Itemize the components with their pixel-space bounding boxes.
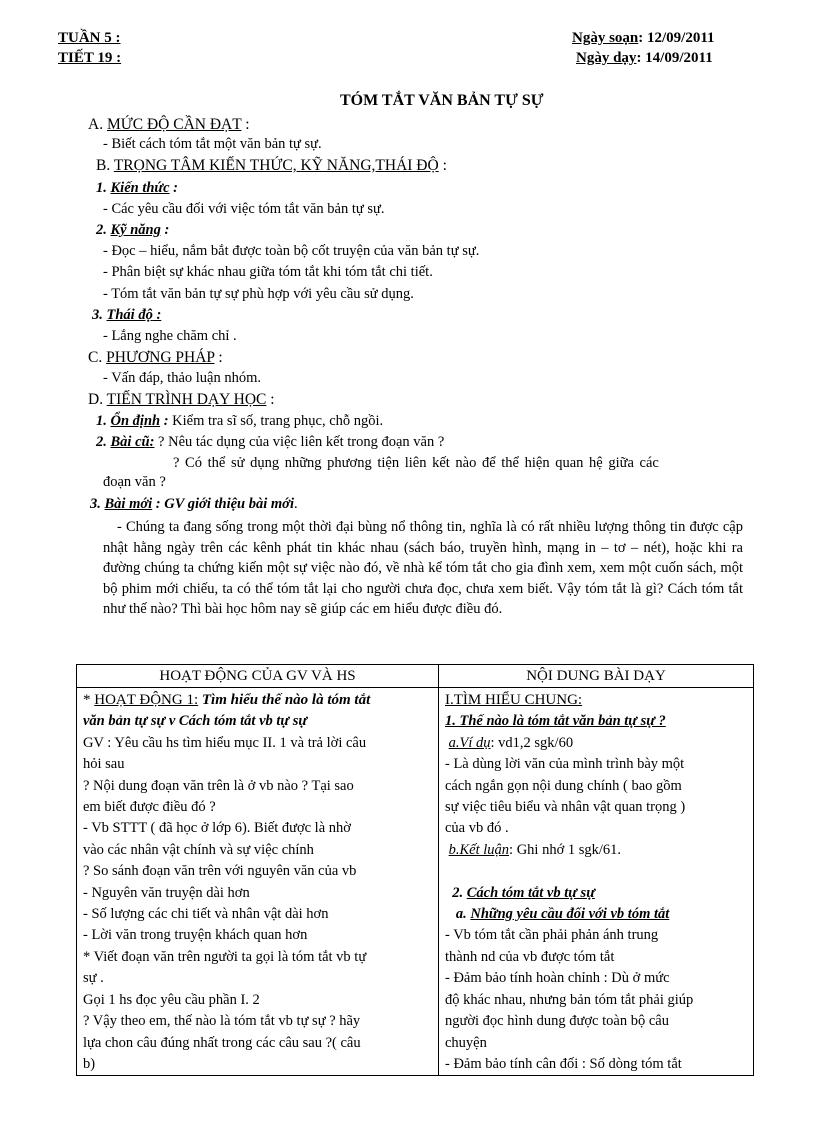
content-line: - Là dùng lời văn của mình trình bày một: [445, 756, 685, 773]
content-line: - Vb tóm tắt cần phải phản ánh trung: [445, 927, 659, 944]
lesson-table: [76, 664, 754, 1076]
content-subsection-2: 2. Cách tóm tắt vb tự sự: [452, 884, 595, 901]
section-d2: 2. Bài cũ: ? Nêu tác dụng của việc liên kết trong đoạn văn ?: [96, 434, 445, 450]
activity-line: vào các nhân vật chính và sự việc chính: [83, 841, 314, 858]
section-a-heading: A. MỨC ĐỘ CẦN ĐẠT :: [88, 116, 250, 133]
content-line: sự việc tiêu biểu và nhân vật quan trọng ): [445, 799, 686, 816]
activity-line: - Lời văn trong truyện khách quan hơn: [83, 927, 308, 944]
activity-line: - Vb STTT ( đã học ở lớp 6). Biết được là nhờ: [83, 820, 351, 837]
content-line: - Đảm bảo tính hoàn chỉnh : Dù ở mức: [445, 970, 670, 987]
teach-date: Ngày dạy: 14/09/2011: [576, 50, 713, 66]
table-body-row: [77, 688, 754, 1076]
content-conclusion: b.Kết luận: Ghi nhớ 1 sgk/61.: [448, 841, 622, 858]
section-a-line: - Biết cách tóm tắt một văn bản tự sự.: [103, 136, 322, 152]
page-title: TÓM TẮT VĂN BẢN TỰ SỰ: [340, 92, 544, 109]
section-b3-line: - Lắng nghe chăm chỉ .: [103, 328, 237, 344]
section-b1-heading: 1. Kiến thức :: [96, 180, 179, 196]
week-label: TUẦN 5 :: [58, 30, 121, 46]
content-line: thành nd của vb được tóm tắt: [445, 948, 615, 965]
intro-paragraph: - Chúng ta đang sống trong một thời đại bùng nổ thông tin, nghĩa là có rất nhiều lượng thông tin được cập nhật hằng ngày trên các kênh phát tin khác nhau (sách báo, truyền hình, mạng in – tơ – nét), hoặc khi ra đường chúng ta chứng kiến một sự việc nào đó, về nhà kể tóm tắt cho gia đình xem, xem một cuốn sách, một bộ phim mới chiếu, ta có thể tóm tắt lại cho người chưa đọc, chưa xem biết. Vậy tóm tắt là gì? Cách tóm tắt như thế nào? Thì bài học hôm nay sẽ giúp các em hiểu được điều đó.: [103, 519, 743, 617]
activity-line: Gọi 1 hs đọc yêu cầu phần I. 2: [83, 991, 260, 1008]
activity-line: GV : Yêu cầu hs tìm hiểu mục II. 1 và trả lời câu: [83, 734, 367, 751]
section-d2-q2-cont: đoạn văn ?: [103, 474, 166, 490]
activity-line: lựa chon câu đúng nhất trong các câu sau ?( câu: [83, 1034, 361, 1051]
section-c-line: - Vấn đáp, thảo luận nhóm.: [103, 370, 261, 386]
section-b2-line1: - Đọc – hiểu, nắm bắt được toàn bộ cốt truyện của văn bản tự sự.: [103, 243, 480, 259]
section-d2-q2: ? Có thể sử dụng những phương tiện liên kết nào để thể hiện quan hệ giữa các: [173, 455, 659, 471]
content-subsection-1: 1. Thế nào là tóm tắt văn bản tự sự ?: [445, 713, 666, 730]
activity-line: b): [83, 1055, 96, 1072]
content-section-title: I.TÌM HIỂU CHUNG:: [445, 692, 583, 708]
activity-line: em biết được điều đó ?: [83, 799, 216, 816]
section-b1-line: - Các yêu cầu đối với việc tóm tắt văn bản tự sự.: [103, 201, 385, 217]
section-b3-heading: 3. Thái độ :: [92, 307, 162, 323]
section-c-heading: C. PHƯƠNG PHÁP :: [88, 349, 223, 366]
content-cell: [439, 688, 754, 1076]
activity-heading-cont: văn bản tự sự v Cách tóm tắt vb tự sự: [83, 713, 308, 730]
activity-line: sự .: [83, 970, 104, 987]
activity-line: - Nguyên văn truyện dài hơn: [83, 884, 250, 901]
section-b2-line3: - Tóm tắt văn bản tự sự phù hợp với yêu cầu sử dụng.: [103, 286, 414, 302]
content-line: độ khác nhau, nhưng bản tóm tắt phải giúp: [445, 991, 694, 1008]
content-spacer: [445, 861, 747, 882]
col-header-content: NỘI DUNG BÀI DẠY: [439, 665, 754, 688]
col-header-activities: HOẠT ĐỘNG CỦA GV VÀ HS: [77, 665, 439, 688]
section-d1: 1. Ổn định : Kiểm tra sĩ số, trang phục, chỗ ngồi.: [96, 413, 384, 429]
section-b-heading: B. TRỌNG TÂM KIẾN THỨC, KỸ NĂNG,THÁI ĐỘ :: [96, 157, 447, 174]
period-label: TIẾT 19 :: [58, 50, 122, 66]
activity-line: ? Vậy theo em, thế nào là tóm tắt vb tự sự ? hãy: [83, 1013, 361, 1030]
activity-line: hỏi sau: [83, 756, 125, 773]
content-example: a.Ví dụ: vd1,2 sgk/60: [448, 734, 574, 751]
section-b2-line2: - Phân biệt sự khác nhau giữa tóm tắt khi tóm tắt chi tiết.: [103, 264, 433, 280]
section-d-heading: D. TIẾN TRÌNH DẠY HỌC :: [88, 391, 275, 408]
activity-line: - Số lượng các chi tiết và nhân vật dài hơn: [83, 906, 329, 923]
content-line: chuyện: [445, 1034, 487, 1051]
section-d3: 3. Bài mới : GV giới thiệu bài mới.: [90, 496, 298, 512]
content-line: của vb đó .: [445, 820, 509, 837]
content-line: cách ngắn gọn nội dung chính ( bao gồm: [445, 777, 682, 794]
activity-line: ? So sánh đoạn văn trên với nguyên văn của vb: [83, 863, 357, 880]
activities-cell: [77, 688, 439, 1076]
section-b2-heading: 2. Kỹ năng :: [96, 222, 170, 238]
table-header-row: [77, 665, 754, 688]
content-line: - Đảm bảo tính cân đối : Số dòng tóm tắt: [445, 1055, 682, 1072]
content-line: người đọc hình dung được toàn bộ câu: [445, 1013, 669, 1030]
activity-line: * Viết đoạn văn trên người ta gọi là tóm tắt vb tự: [83, 948, 367, 965]
activity-heading: * HOẠT ĐỘNG 1: Tìm hiểu thế nào là tóm tắt: [83, 692, 371, 708]
activity-line: ? Nội dung đoạn văn trên là ở vb nào ? Tại sao: [83, 777, 354, 794]
content-subsection-2a: a. Những yêu cầu đối với vb tóm tắt: [455, 906, 670, 923]
prep-date: Ngày soạn: 12/09/2011: [572, 30, 715, 46]
